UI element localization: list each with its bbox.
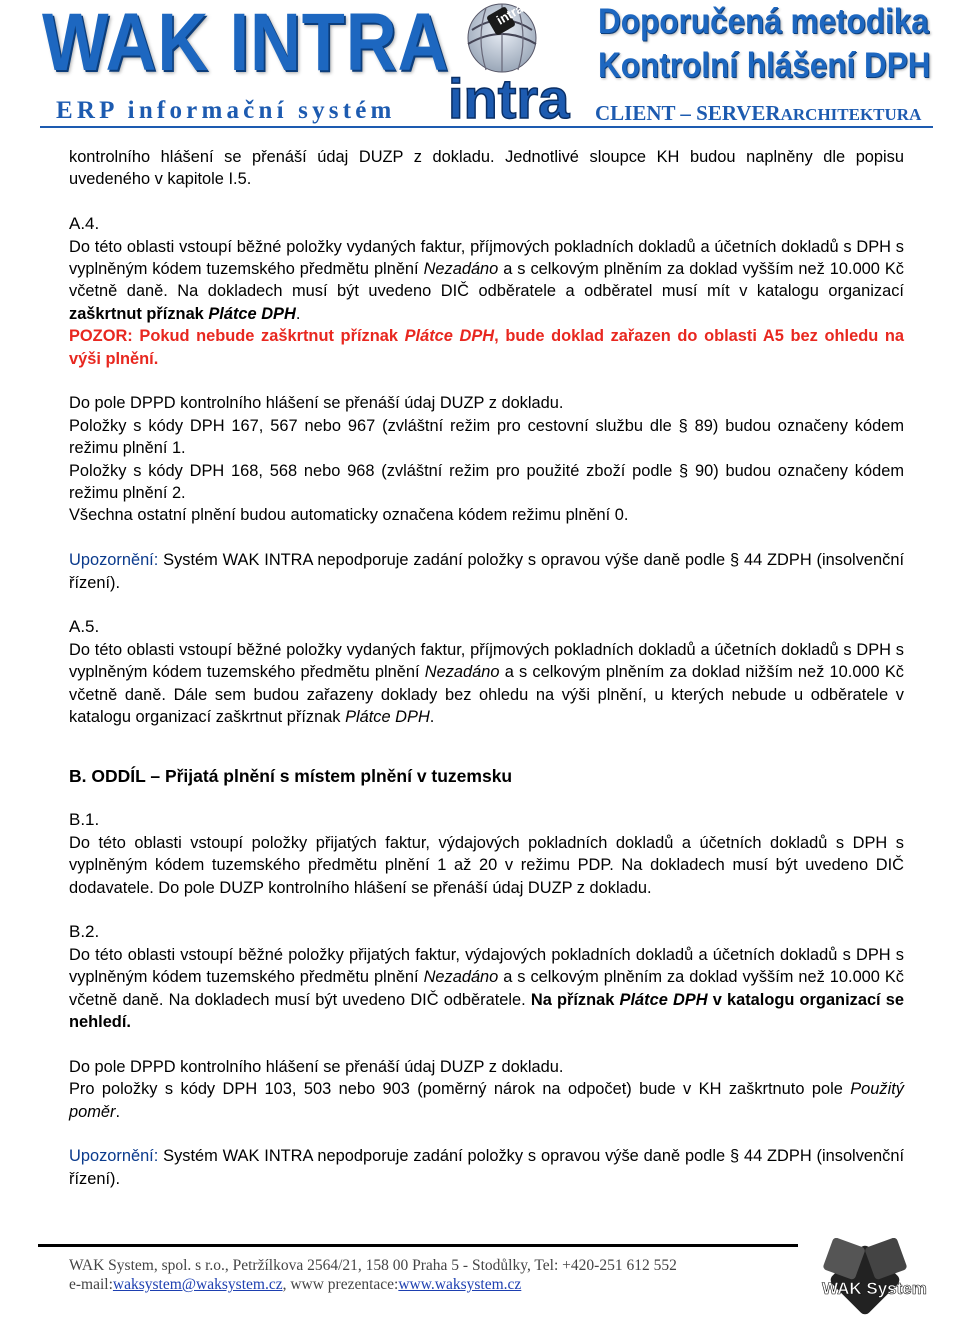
header-divider <box>40 126 933 128</box>
website-link[interactable]: www.waksystem.cz <box>398 1276 522 1293</box>
architecture-word: ARCHITEKTURA <box>780 105 922 124</box>
section-a4-heading: A.4. <box>69 214 100 234</box>
email-link[interactable]: waksystem@waksystem.cz <box>112 1276 283 1293</box>
section-b2-heading: B.2. <box>69 922 100 942</box>
footer-divider <box>38 1244 798 1247</box>
footer-address: WAK System, spol. s r.o., Petržílkova 2564/21, 158 00 Praha 5 - Stodůlky, Tel: +420-251 612 552 <box>69 1257 677 1274</box>
intra-logo-icon <box>446 0 584 126</box>
intro-paragraph: kontrolního hlášení se přenáší údaj DUZP z dokladu. Jednotlivé sloupce KH budou naplněny dle popisu uvedeného v kapitole I.5. <box>69 148 904 189</box>
b2-pomer: Pro položky s kódy DPH 103, 503 nebo 903 (poměrný nárok na odpočet) bude v KH zaškrtnuto pole Použitý poměr. <box>69 1080 904 1121</box>
b2-dppd: Do pole DPPD kontrolního hlášení se přenáší údaj DUZP z dokladu. <box>69 1057 564 1076</box>
page-header <box>0 0 960 128</box>
section-b1-heading: B.1. <box>69 810 100 830</box>
footer-contacts: e-mail:waksystem@waksystem.cz, www prezentace:www.waksystem.cz <box>69 1276 522 1293</box>
intra-logo-text: intra <box>448 67 570 126</box>
brand-tagline: ERP informační systém <box>56 97 396 124</box>
b1-paragraph: Do této oblasti vstoupí položky přijatých faktur, výdajových pokladních dokladů a účetních dokladů s DPH s vyplněným kódem tuzemského předmětu plnění 1 až 20 v režimu PDP. Na dokladech musí být uvedeno DIČ dodavatele. Do pole DUZP kontrolního hlášení se přenáší údaj DUZP z dokladu. <box>69 833 904 897</box>
document-title-line2: Kontrolní hlášení DPH <box>598 46 931 85</box>
a4-items-regime2: Položky s kódy DPH 168, 568 nebo 968 (zvláštní režim pro použité zboží podle § 90) budou označeny kódem režimu plnění 2. <box>69 461 904 503</box>
architecture-label <box>595 101 921 126</box>
b2-paragraph: Do této oblasti vstoupí běžné položky přijatých faktur, výdajových pokladních dokladů a účetních dokladů s DPH s vyplněným kódem tuzemského předmětu plnění Nezadáno a s celkovým plněním za doklad vyšším než 10.000 Kč včetně daně. Na dokladech musí být uvedeno DIČ odběratele. Na příznak Plátce DPH v katalogu organizací se nehledí. <box>69 945 904 1031</box>
section-b-title: B. ODDÍL – Přijatá plnění s místem plnění v tuzemsku <box>69 765 513 786</box>
a4-note: Upozornění: Systém WAK INTRA nepodporuje zadání položky s opravou výše daně podle § 44 ZDPH (insolvenční řízení). <box>69 551 904 592</box>
footer-logo-text: WAK System <box>822 1279 927 1298</box>
section-a5-heading: A.5. <box>69 617 100 637</box>
a4-other-items: Všechna ostatní plnění budou automaticky označena kódem režimu plnění 0. <box>69 506 629 525</box>
b2-note: Upozornění: Systém WAK INTRA nepodporuje zadání položky s opravou výše daně podle § 44 ZDPH (insolvenční řízení). <box>69 1147 904 1188</box>
brand-title: WAK INTRA <box>42 0 450 88</box>
client-server: CLIENT – SERVER <box>595 101 781 125</box>
a4-dppd: Do pole DPPD kontrolního hlášení se přenáší údaj DUZP z dokladu. <box>69 394 564 413</box>
svg-text:intra: intra <box>493 0 526 28</box>
wak-system-logo-icon <box>800 1238 930 1322</box>
a5-paragraph: Do této oblasti vstoupí běžné položky vydaných faktur, příjmových pokladních dokladů a účetních dokladů s DPH s vyplněným kódem tuzemského předmětu plnění Nezadáno a s celkovým plněním za doklad nižším než 10.000 Kč včetně daně. Dále sem budou zařazeny doklady bez ohledu na výši plnění, u kterých nebude u odběratele v katalogu organizací zaškrtnut příznak Plátce DPH. <box>69 640 904 727</box>
a4-items-regime1: Položky s kódy DPH 167, 567 nebo 967 (zvláštní režim pro cestovní službu dle § 89) budou označeny kódem režimu plnění 1. <box>69 416 904 458</box>
document-title-line1: Doporučená metodika <box>598 2 929 41</box>
a4-paragraph: Do této oblasti vstoupí běžné položky vydaných faktur, příjmových pokladních dokladů a účetních dokladů s DPH s vyplněným kódem tuzemského předmětu plnění Nezadáno a s celkovým plněním za doklad vyšším než 10.000 Kč včetně daně. Na dokladech musí být uvedeno DIČ odběratele a odběratel musí mít v katalogu organizací zaškrtnut příznak Plátce DPH. <box>69 237 904 323</box>
a4-warning: POZOR: Pokud nebude zaškrtnut příznak Plátce DPH, bude doklad zařazen do oblasti A5 bez ohledu na výši plnění. <box>69 327 904 368</box>
document-body <box>69 146 904 1190</box>
